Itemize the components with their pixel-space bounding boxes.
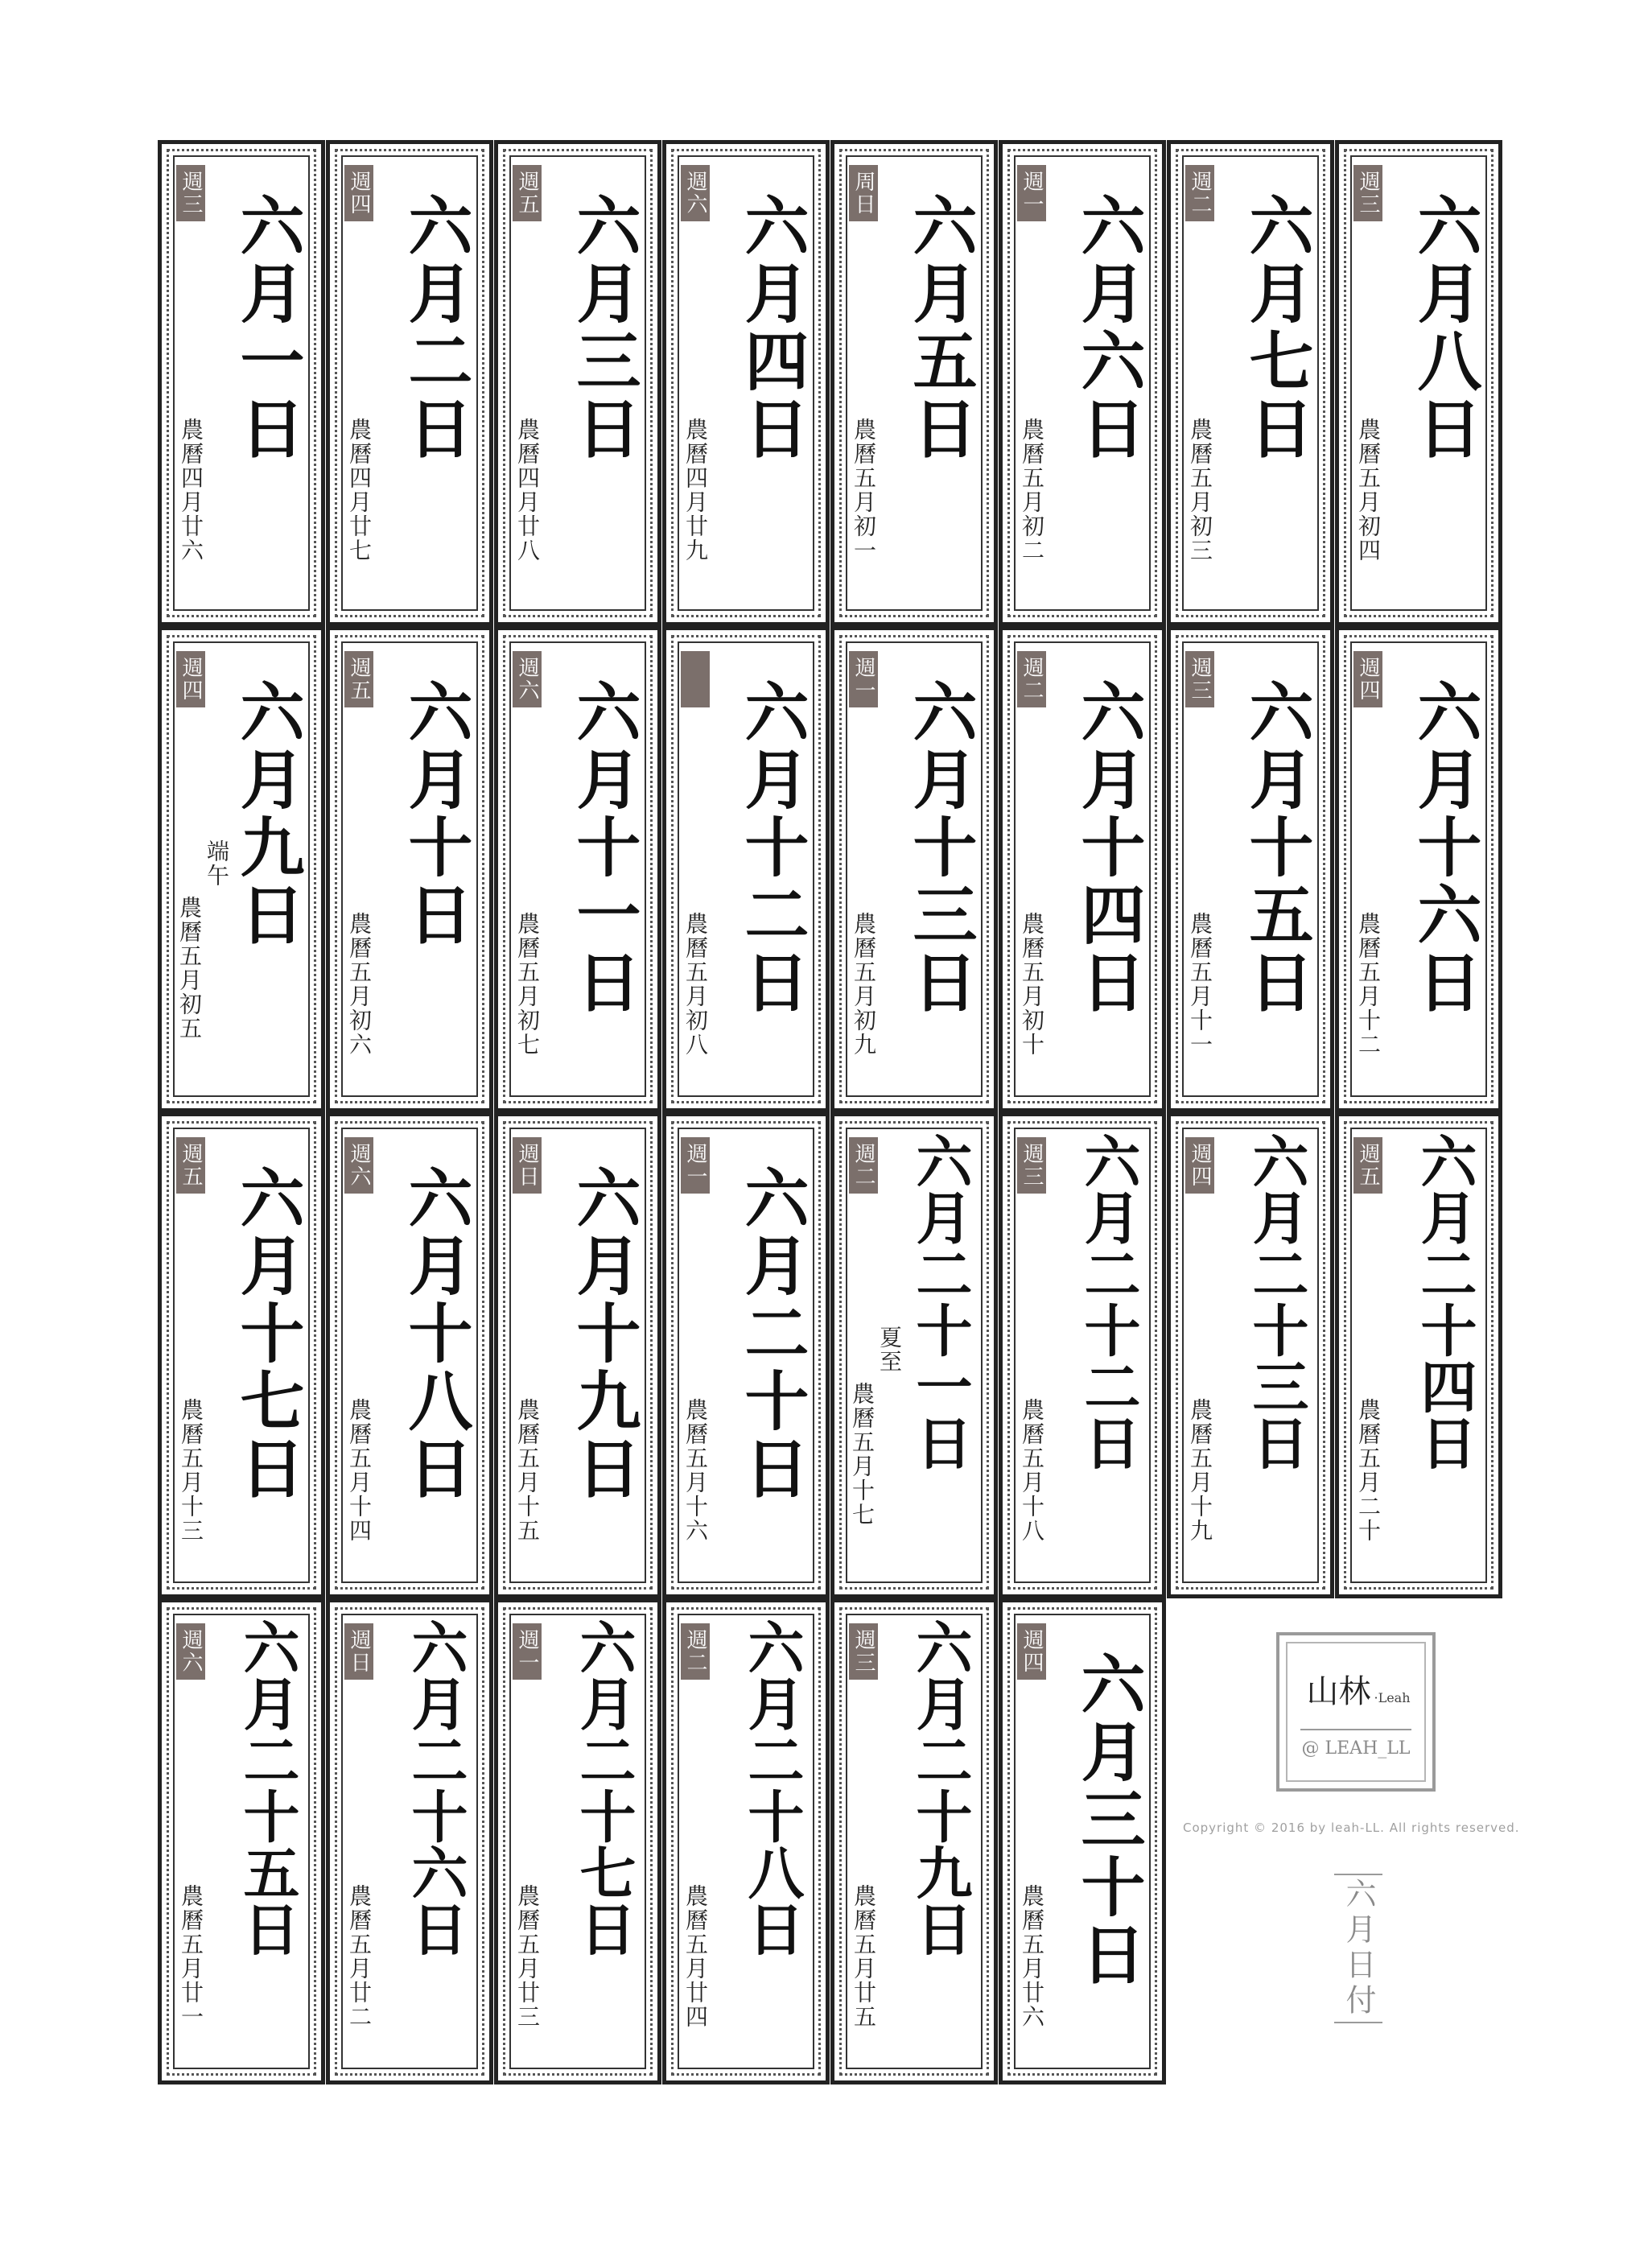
weekday-badge: 週一 (513, 1623, 542, 1680)
lunar-date-label: 農曆五月十五 (514, 1398, 541, 1543)
brand-handle: @ LEAH_LL (1301, 1738, 1411, 1759)
date-label: 六月六日 (1070, 192, 1146, 463)
date-card (158, 140, 325, 626)
weekday-badge: 週六 (344, 1137, 373, 1194)
date-label: 六月二十八日 (739, 1619, 805, 1957)
date-label: 六月十六日 (1407, 678, 1482, 1016)
date-label: 六月十二日 (734, 678, 810, 1016)
weekday-badge: 週五 (176, 1137, 205, 1194)
lunar-date-label: 農曆四月廿八 (514, 418, 541, 563)
date-label: 六月二十四日 (1411, 1132, 1478, 1470)
lunar-date-label: 農曆四月廿七 (346, 418, 373, 563)
lunar-date-label: 農曆五月初七 (514, 912, 541, 1057)
weekday-badge: 週六 (513, 651, 542, 707)
date-label: 六月四日 (734, 192, 810, 463)
weekday-badge: 週五 (1353, 1137, 1382, 1194)
weekday-badge: 週五 (344, 651, 373, 707)
date-card (1335, 626, 1502, 1112)
date-card (326, 140, 493, 626)
weekday-badge: 週六 (681, 165, 710, 221)
date-label: 六月二十七日 (571, 1619, 637, 1957)
brand-logo-text: 山林 (1306, 1673, 1371, 1710)
date-card (158, 1112, 325, 1598)
date-label: 六月八日 (1407, 192, 1482, 463)
date-label: 六月三日 (566, 192, 641, 463)
date-label: 六月七日 (1238, 192, 1314, 463)
weekday-badge: 週四 (1353, 651, 1382, 707)
date-label: 六月二十一日 (907, 1132, 974, 1470)
date-label: 六月二十六日 (402, 1619, 469, 1957)
weekday-badge: 週四 (344, 165, 373, 221)
date-card (1167, 626, 1334, 1112)
weekday-badge: 週四 (176, 651, 205, 707)
date-card (1167, 1112, 1334, 1598)
weekday-badge: 週六 (176, 1623, 205, 1680)
weekday-badge (681, 651, 710, 707)
lunar-date-label: 農曆五月初八 (682, 912, 709, 1057)
weekday-badge: 週二 (849, 1137, 878, 1194)
lunar-date-label: 農曆五月初一 (851, 418, 877, 563)
date-label: 六月十日 (398, 678, 473, 949)
brand-logo (1294, 1666, 1423, 1712)
weekday-badge: 週三 (849, 1623, 878, 1680)
lunar-date-label: 農曆五月初十 (1019, 912, 1045, 1057)
month-title: 六月日付 (1334, 1874, 1382, 2023)
brand-stamp-inner-frame (1286, 1642, 1426, 1782)
lunar-date-label: 農曆四月廿六 (178, 418, 204, 563)
date-label: 六月三十日 (1070, 1651, 1146, 1989)
date-card (830, 1112, 998, 1598)
weekday-badge: 週五 (513, 165, 542, 221)
brand-stamp (1276, 1632, 1436, 1792)
weekday-badge: 週一 (849, 651, 878, 707)
date-card (830, 626, 998, 1112)
date-card (326, 626, 493, 1112)
date-card (830, 1598, 998, 2084)
date-label: 六月五日 (902, 192, 978, 463)
lunar-date-label: 農曆五月廿一 (178, 1884, 204, 2029)
date-label: 六月一日 (229, 192, 305, 463)
weekday-badge: 週三 (1185, 651, 1214, 707)
date-card (999, 140, 1166, 626)
weekday-badge: 週三 (1017, 1137, 1046, 1194)
date-card (326, 1112, 493, 1598)
festival-label: 夏至 (876, 1326, 903, 1374)
date-card (494, 140, 661, 626)
weekday-badge: 週二 (1185, 165, 1214, 221)
lunar-date-label: 農曆五月廿四 (682, 1884, 709, 2029)
date-card (999, 1112, 1166, 1598)
lunar-date-label: 農曆五月十四 (346, 1398, 373, 1543)
date-label: 六月九日 (229, 678, 305, 949)
lunar-date-label: 農曆五月十二 (1355, 912, 1382, 1057)
festival-label: 端午 (204, 839, 230, 888)
date-card (494, 626, 661, 1112)
lunar-date-label: 農曆五月初四 (1355, 418, 1382, 563)
date-card (494, 1112, 661, 1598)
date-label: 六月十四日 (1070, 678, 1146, 1016)
lunar-date-label: 農曆五月十七 (849, 1382, 876, 1527)
date-card (830, 140, 998, 626)
date-label: 六月二十五日 (234, 1619, 301, 1957)
weekday-badge: 週二 (681, 1623, 710, 1680)
date-card (999, 1598, 1166, 2084)
date-card (1167, 140, 1334, 626)
lunar-date-label: 農曆五月初三 (1187, 418, 1213, 563)
lunar-date-label: 農曆五月十六 (682, 1398, 709, 1543)
weekday-badge: 週三 (176, 165, 205, 221)
date-label: 六月十七日 (229, 1165, 305, 1503)
lunar-date-label: 農曆五月十一 (1187, 912, 1213, 1057)
date-card (1335, 1112, 1502, 1598)
lunar-date-label: 農曆五月初五 (176, 896, 203, 1041)
date-label: 六月十九日 (566, 1165, 641, 1503)
brand-divider (1300, 1729, 1411, 1730)
date-card (662, 626, 830, 1112)
date-card (662, 1598, 830, 2084)
weekday-badge: 週日 (513, 1137, 542, 1194)
lunar-date-label: 農曆五月十八 (1019, 1398, 1045, 1543)
date-card (494, 1598, 661, 2084)
weekday-badge: 周日 (849, 165, 878, 221)
lunar-date-label: 農曆五月二十 (1355, 1398, 1382, 1543)
weekday-badge: 週四 (1017, 1623, 1046, 1680)
date-card (158, 626, 325, 1112)
date-label: 六月二十三日 (1243, 1132, 1310, 1470)
weekday-badge: 週一 (681, 1137, 710, 1194)
lunar-date-label: 農曆五月初二 (1019, 418, 1045, 563)
date-label: 六月十五日 (1238, 678, 1314, 1016)
date-card (1335, 140, 1502, 626)
date-label: 六月二十日 (734, 1165, 810, 1503)
lunar-date-label: 農曆五月廿二 (346, 1884, 373, 2029)
weekday-badge: 週三 (1353, 165, 1382, 221)
date-card (999, 626, 1166, 1112)
date-card (662, 140, 830, 626)
date-card (326, 1598, 493, 2084)
weekday-badge: 週四 (1185, 1137, 1214, 1194)
lunar-date-label: 農曆五月初九 (851, 912, 877, 1057)
weekday-badge: 週一 (1017, 165, 1046, 221)
weekday-badge: 週日 (344, 1623, 373, 1680)
date-label: 六月二十九日 (907, 1619, 974, 1957)
copyright-notice: Copyright © 2016 by leah-LL. All rights reserved. (1183, 1821, 1520, 1835)
lunar-date-label: 農曆五月初六 (346, 912, 373, 1057)
date-label: 六月十八日 (398, 1165, 473, 1503)
lunar-date-label: 農曆四月廿九 (682, 418, 709, 563)
date-label: 六月十三日 (902, 678, 978, 1016)
date-card (662, 1112, 830, 1598)
lunar-date-label: 農曆五月十三 (178, 1398, 204, 1543)
lunar-date-label: 農曆五月廿五 (851, 1884, 877, 2029)
weekday-badge: 週二 (1017, 651, 1046, 707)
lunar-date-label: 農曆五月十九 (1187, 1398, 1213, 1543)
lunar-date-label: 農曆五月廿六 (1019, 1884, 1045, 2029)
brand-logo-latin: ·Leah (1374, 1690, 1411, 1705)
date-card (158, 1598, 325, 2084)
date-label: 六月二日 (398, 192, 473, 463)
date-label: 六月十一日 (566, 678, 641, 1016)
lunar-date-label: 農曆五月廿三 (514, 1884, 541, 2029)
date-label: 六月二十二日 (1075, 1132, 1142, 1470)
